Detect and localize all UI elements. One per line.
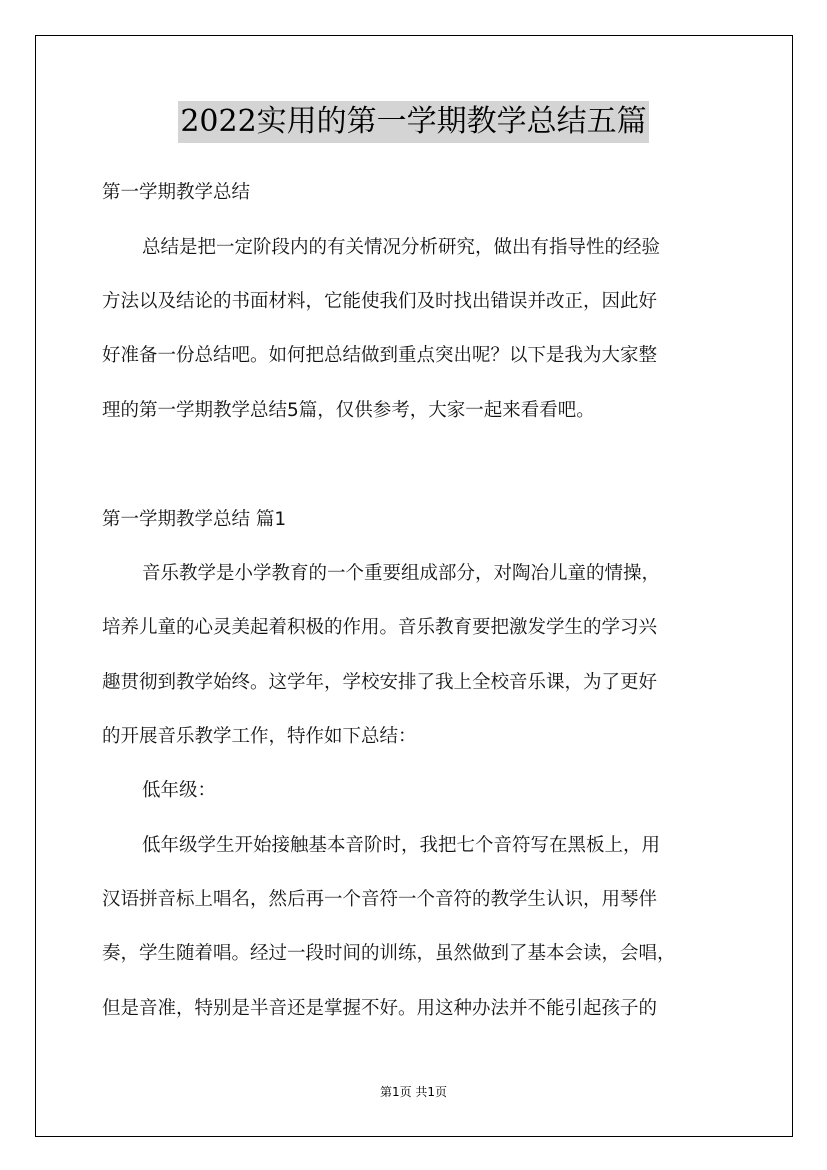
paragraph-line: 的开展音乐教学工作，特作如下总结： xyxy=(102,726,417,747)
paragraph-line: 总结是把一定阶段内的有关情况分析研究，做出有指导性的经验 xyxy=(142,237,661,258)
paragraph-line: 奏，学生随着唱。经过一段时间的训练，虽然做到了基本会读，会唱， xyxy=(102,943,676,964)
document-title: 2022实用的第一学期教学总结五篇 xyxy=(178,101,648,143)
subheading: 低年级： xyxy=(142,780,217,801)
paragraph-line: 培养儿童的心灵美起着积极的作用。音乐教育要把激发学生的学习兴 xyxy=(102,617,658,638)
paragraph-line: 理的第一学期教学总结5篇，仅供参考，大家一起来看看吧。 xyxy=(102,400,595,421)
page-footer: 第1页 共1页 xyxy=(379,1085,448,1099)
section-heading: 第一学期教学总结 篇1 xyxy=(102,509,287,530)
paragraph-line: 方法以及结论的书面材料，它能使我们及时找出错误并改正，因此好 xyxy=(102,291,658,312)
paragraph-line: 汉语拼音标上唱名，然后再一个音符一个音符的教学生认识，用琴伴 xyxy=(102,889,658,910)
paragraph-line: 趣贯彻到教学始终。这学年，学校安排了我上全校音乐课，为了更好 xyxy=(102,672,658,693)
paragraph-line: 好准备一份总结吧。如何把总结做到重点突出呢？以下是我为大家整 xyxy=(102,345,658,366)
paragraph-line: 但是音准，特别是半音还是掌握不好。用这种办法并不能引起孩子的 xyxy=(102,998,658,1019)
paragraph-line: 音乐教学是小学教育的一个重要组成部分，对陶冶儿童的情操， xyxy=(142,563,661,584)
section-heading: 第一学期教学总结 xyxy=(102,182,251,203)
paragraph-line: 低年级学生开始接触基本音阶时，我把七个音符写在黑板上，用 xyxy=(142,835,661,856)
